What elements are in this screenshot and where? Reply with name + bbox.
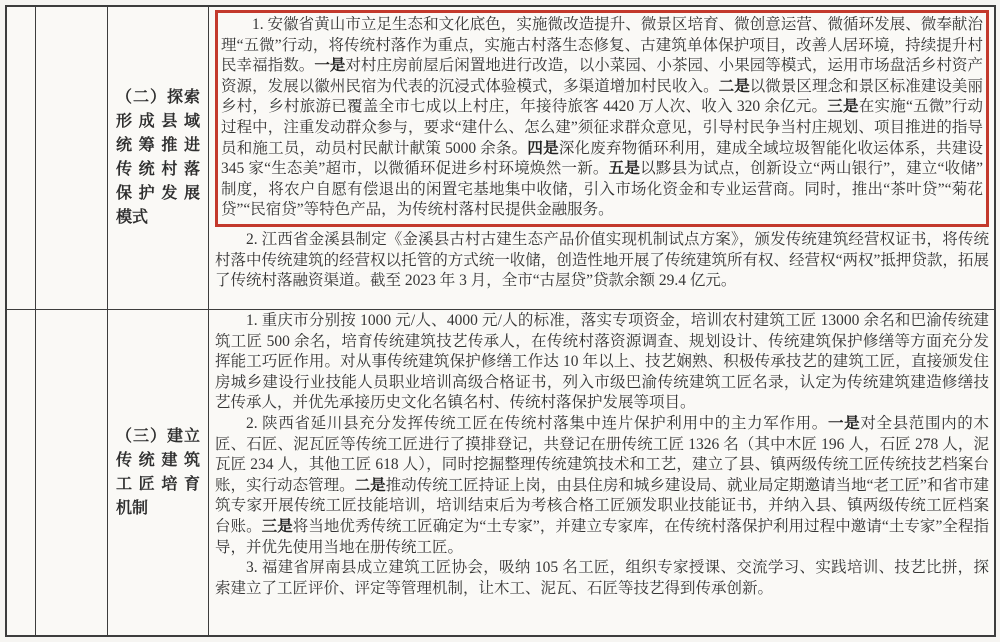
row-header-line: 保护发展: [116, 185, 200, 202]
empty-cell: [7, 7, 36, 310]
empty-cell: [7, 310, 36, 635]
row-header-line: 统筹推进: [116, 137, 200, 154]
paragraph: 1. 重庆市分别按 1000 元/人、4000 元/人的标准，落实专项资金，培训农村建筑工匠 13000 余名和巴渝传统建筑工匠 500 余名，培育传统建筑技艺传承人，在传统村落资源调查、规划设计、传统建筑保护修缮等方面充分发挥能工巧匠作用。对从事传统建筑保护修缮工作达 10 年以上、技艺娴熟、积极传承技艺的建筑工匠，直接颁发住房城乡建设行业技能人员职业培训高级合格证书，列入市级巴渝传统建筑工匠名录，认定为传统建筑建造修缮技艺传承人，并优先承接历史文化名镇名村、传统村落保护发展等项目。: [215, 312, 989, 412]
paragraph: 2. 陕西省延川县充分发挥传统工匠在传统村落集中连片保护利用中的主力军作用。一是对全县范围内的木匠、石匠、泥瓦匠等传统工匠进行了摸排登记，共登记在册传统工匠 1326 名（其中木匠 196 人，石匠 278 人，泥瓦匠 234 人，其他工匠 618 人），同时挖掘整理传统建筑技术和工艺，建立了县、镇两级传统工匠传统技艺档案台账，实行动态管理。二是推动传统工匠持证上岗，由县住房和城乡建设局、就业局定期邀请当地“老工匠”和省市建筑专家开展传统工匠技能培训，培训结束后为考核合格工匠颁发职业技能证书，并纳入县、镇两级传统工匠档案台账。三是将当地优秀传统工匠确定为“土专家”，并建立专家库，在传统村落保护利用过程中邀请“土专家”全程指导，并优先使用当地在册传统工匠。: [215, 414, 989, 556]
row-content: [209, 310, 994, 635]
row-header-line: 传统建筑: [116, 451, 200, 469]
row-header-line: （二）探索: [116, 89, 200, 106]
highlight-box: [215, 10, 989, 227]
paragraph: 3. 福建省屏南县成立建筑工匠协会，吸纳 105 名工匠，组织专家授课、交流学习、实践培训、技艺比拼，探索建立了工匠评价、评定等管理机制，让木工、泥瓦、石匠等技艺得到传承创新。: [215, 559, 989, 597]
row-header: [108, 310, 209, 635]
row-header-line: 模式: [116, 209, 149, 226]
measures-table: [5, 5, 996, 637]
row-content: [209, 7, 994, 310]
row-header-line: 工匠培育: [116, 475, 200, 493]
paragraph: 2. 江西省金溪县制定《金溪县古村古建生态产品价值实现机制试点方案》，颁发传统建筑经营权证书，将传统村落中传统建筑的经营权以托管的方式统一收储，创造性地开展了传统建筑所有权、经营权“两权”抵押贷款，拓展了传统村落融资渠道。截至 2023 年 3 月，全市“古屋贷”贷款余额 29.4 亿元。: [215, 230, 989, 290]
empty-cell: [36, 7, 108, 310]
row-header-line: 机制: [116, 499, 149, 517]
paragraph: 1. 安徽省黄山市立足生态和文化底色，实施微改造提升、微景区培育、微创意运营、微循环发展、微奉献治理“五微”行动，将传统村落作为重点，实施古村落生态修复、古建筑单体保护项目，改善人居环境，持续提升村民幸福指数。一是对村庄房前屋后闲置地进行改造，以小菜园、小茶园、小果园等模式，运用市场盘活乡村资产资源，发展以徽州民宿为代表的沉浸式体验模式，多渠道增加村民收入。二是以微景区理念和景区标准建设美丽乡村，乡村旅游已覆盖全市七成以上村庄，年接待旅客 4420 万人次、收入 320 余亿元。三是在实施“五微”行动过程中，注重发动群众参与，要求“建什么、怎么建”须征求群众意见，引导村民争当村庄规划、项目推进的指导员和施工员，动员村民献计献策 5000 余条。四是深化废弃物循环利用，建成全域垃圾智能化收运体系，共建设 345 家“生态美”超市，以微循环促进乡村环境焕然一新。五是以黟县为试点，创新设立“两山银行”，建立“收储”制度，将农户自愿有偿退出的闲置宅基地集中收储，引入市场化资金和专业运营商。同时，推出“茶叶贷”“菊花贷”“民宿贷”等特色产品，为传统村落村民提供金融服务。: [221, 16, 983, 219]
row-header: [108, 7, 209, 310]
empty-cell: [36, 310, 108, 635]
row-header-line: （三）建立: [116, 427, 200, 445]
row-header-line: 传统村落: [116, 161, 200, 178]
row-header-line: 形成县域: [116, 113, 200, 130]
